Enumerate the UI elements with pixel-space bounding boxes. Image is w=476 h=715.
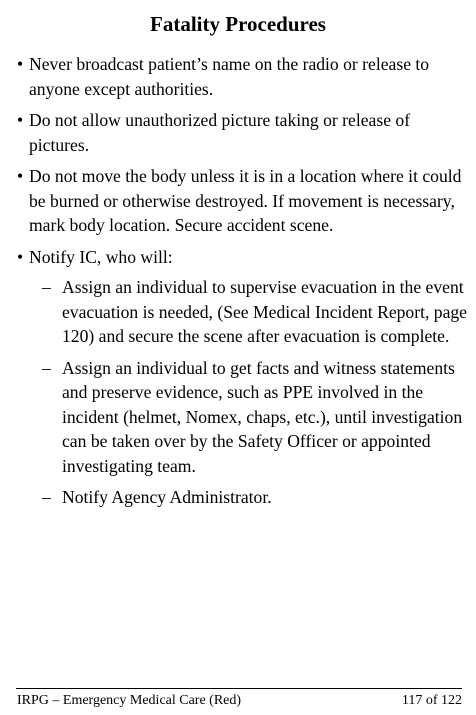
list-item [17, 245, 469, 510]
list-item [17, 52, 469, 101]
sub-item-text: Notify Agency Administrator. [62, 487, 272, 507]
sub-item-text: Assign an individual to supervise evacuation in the event evacuation is needed, (See Medical Incident Report, page 120) and secure the scene after evacuation is complete. [62, 277, 467, 346]
bullet-icon: • [17, 110, 24, 130]
list-item [17, 108, 469, 157]
bullet-icon: • [17, 246, 24, 267]
sub-list-item [29, 485, 469, 510]
list-item [17, 164, 469, 238]
sub-list-item [29, 275, 469, 349]
bullet-text: Do not move the body unless it is in a location where it could be burned or otherwise destroyed. If movement is necessary, mark body location. Secure accident scene. [29, 166, 462, 235]
page-title: Fatality Procedures [150, 12, 326, 36]
bullet-text: Notify IC, who will: [29, 246, 173, 267]
bullet-list [17, 52, 469, 510]
footer-divider [16, 688, 462, 689]
dash-icon: – [42, 277, 51, 297]
dash-icon: – [42, 487, 51, 507]
procedure-content [17, 52, 469, 517]
sub-item-text: Assign an individual to get facts and witness statements and preserve evidence, such as PPE involved in the incident (helmet, Nomex, chaps, etc.), until investigation can be taken over by the Safety Officer or appointed investigating team. [62, 357, 463, 476]
footer-section-label: IRPG – Emergency Medical Care (Red) [17, 693, 242, 708]
page-number: 117 of 122 [401, 693, 462, 708]
dash-icon: – [42, 357, 51, 378]
bullet-text: Do not allow unauthorized picture taking or release of pictures. [29, 110, 411, 155]
sub-list [29, 275, 469, 510]
bullet-text: Never broadcast patient’s name on the radio or release to anyone except authorities. [29, 54, 430, 99]
bullet-icon: • [17, 54, 24, 74]
bullet-icon: • [17, 166, 24, 186]
sub-list-item [29, 356, 469, 479]
